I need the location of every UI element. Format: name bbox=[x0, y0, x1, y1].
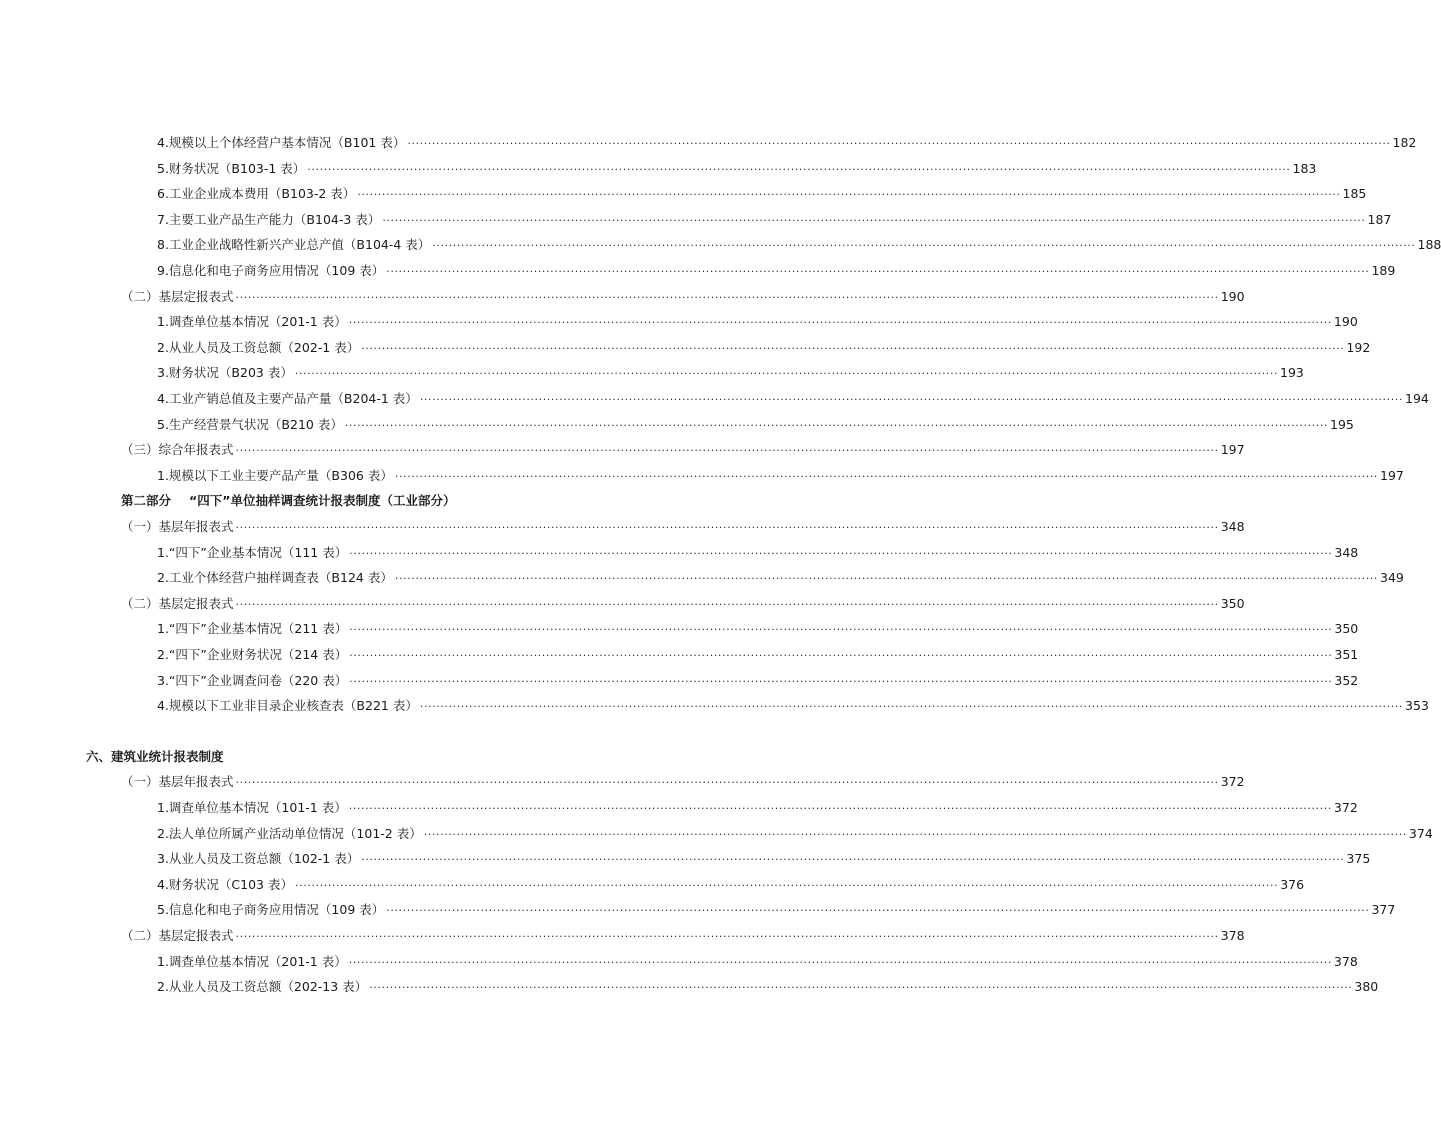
dot-leader: ················································································································································································································································ bbox=[348, 316, 1332, 330]
dot-leader: ················································································································································································································································ bbox=[394, 572, 1379, 586]
toc-page-number: 185 bbox=[1342, 186, 1367, 202]
dot-leader: ················································································································································································································································ bbox=[394, 469, 1379, 483]
toc-entry-title: 5.生产经营景气状况（B210 表） bbox=[157, 416, 343, 432]
toc-page-number: 378 bbox=[1333, 953, 1358, 969]
toc-section-entry[interactable] bbox=[121, 925, 1245, 947]
toc-page-number: 353 bbox=[1405, 698, 1429, 714]
toc-entry-title: 1.调查单位基本情况（201-1 表） bbox=[157, 314, 347, 330]
toc-page-number: 378 bbox=[1220, 928, 1245, 943]
toc-page-number: 377 bbox=[1371, 902, 1396, 918]
toc-page-number: 188 bbox=[1417, 237, 1441, 253]
toc-item-entry[interactable] bbox=[157, 209, 1392, 231]
dot-leader: ················································································································································································································································ bbox=[369, 981, 1353, 995]
toc-page-number: 351 bbox=[1334, 647, 1359, 662]
toc-page-number: 348 bbox=[1334, 544, 1359, 560]
toc-item-entry[interactable] bbox=[157, 618, 1359, 640]
dot-leader: ················································································································································································································································ bbox=[235, 930, 1219, 943]
toc-entry-title: 5.财务状况（B103-1 表） bbox=[157, 160, 306, 176]
toc-item-entry[interactable] bbox=[157, 644, 1359, 666]
toc-section-entry[interactable] bbox=[121, 593, 1245, 615]
dot-leader: ················································································································································································································································ bbox=[361, 341, 1345, 355]
toc-item-entry[interactable] bbox=[157, 388, 1429, 410]
toc-item-entry[interactable] bbox=[157, 848, 1371, 870]
toc-page-number: 193 bbox=[1280, 365, 1304, 381]
dot-leader: ················································································································································································································································ bbox=[295, 878, 1279, 892]
dot-leader: ················································································································································································································································ bbox=[419, 393, 1403, 406]
toc-entry-title: （二）基层定报表式 bbox=[121, 595, 234, 611]
dot-leader: ················································································································································································································································ bbox=[349, 649, 1333, 662]
dot-leader: ················································································································································································································································ bbox=[361, 853, 1345, 867]
toc-page-number: 350 bbox=[1334, 621, 1359, 637]
part-label: 第二部分 bbox=[121, 493, 172, 509]
toc-section-entry[interactable] bbox=[121, 439, 1245, 461]
toc-entry-title: 1.“四下”企业基本情况（111 表） bbox=[157, 544, 348, 560]
toc-page-number: 194 bbox=[1405, 391, 1429, 406]
toc-page-number: 380 bbox=[1354, 979, 1379, 995]
dot-leader: ················································································································································································································································ bbox=[407, 137, 1391, 150]
toc-entry-title: 4.规模以下工业非目录企业核查表（B221 表） bbox=[157, 698, 418, 714]
toc-page-number: 376 bbox=[1280, 876, 1305, 892]
toc-item-entry[interactable] bbox=[157, 567, 1404, 589]
dot-leader: ················································································································································································································································ bbox=[386, 904, 1370, 918]
toc-entry-title: 2.从业人员及工资总额（202-1 表） bbox=[157, 339, 360, 355]
toc-entry-title: （二）基层定报表式 bbox=[121, 928, 234, 943]
dot-leader: ················································································································································································································································ bbox=[357, 188, 1341, 202]
toc-entry-title: 3.财务状况（B203 表） bbox=[157, 365, 293, 381]
toc-item-entry[interactable] bbox=[157, 132, 1417, 154]
toc-page-number: 197 bbox=[1380, 467, 1404, 483]
toc-entry-title: 4.财务状况（C103 表） bbox=[157, 876, 293, 892]
toc-section-entry[interactable] bbox=[121, 771, 1245, 793]
toc-entry-title: （三）综合年报表式 bbox=[121, 442, 234, 458]
dot-leader: ················································································································································································································································ bbox=[235, 444, 1219, 458]
dot-leader: ················································································································································································································································ bbox=[235, 290, 1219, 304]
dot-leader: ················································································································································································································································ bbox=[344, 418, 1329, 432]
toc-page-number: 350 bbox=[1220, 595, 1245, 611]
part-heading bbox=[121, 490, 455, 512]
toc-item-entry[interactable] bbox=[157, 899, 1396, 921]
toc-item-entry[interactable] bbox=[157, 414, 1354, 436]
toc-item-entry[interactable] bbox=[157, 337, 1371, 359]
toc-item-entry[interactable] bbox=[157, 823, 1433, 845]
dot-leader: ················································································································································································································································ bbox=[349, 674, 1333, 688]
toc-item-entry[interactable] bbox=[157, 874, 1305, 896]
toc-entry-title: 3.“四下”企业调查问卷（220 表） bbox=[157, 672, 348, 688]
toc-section-entry[interactable] bbox=[121, 516, 1245, 538]
toc-entry-title: （二）基层定报表式 bbox=[121, 288, 234, 304]
toc-page-number: 192 bbox=[1346, 339, 1371, 355]
toc-page-number: 352 bbox=[1334, 672, 1359, 688]
dot-leader: ················································································································································································································································ bbox=[349, 623, 1333, 637]
chapter-heading: 六、建筑业统计报表制度 bbox=[86, 748, 224, 764]
toc-page-number: 374 bbox=[1408, 825, 1433, 841]
toc-entry-title: 2.从业人员及工资总额（202-13 表） bbox=[157, 979, 368, 995]
dot-leader: ················································································································································································································································ bbox=[423, 827, 1407, 841]
toc-entry-title: 9.信息化和电子商务应用情况（109 表） bbox=[157, 263, 385, 278]
toc-page-number: 189 bbox=[1371, 263, 1396, 278]
toc-entry-title: 6.工业企业成本费用（B103-2 表） bbox=[157, 186, 356, 202]
toc-entry-title: 1.规模以下工业主要产品产量（B306 表） bbox=[157, 467, 393, 483]
toc-entry-title: 4.规模以上个体经营户基本情况（B101 表） bbox=[157, 135, 406, 150]
dot-leader: ················································································································································································································································ bbox=[235, 521, 1219, 534]
toc-page-number: 187 bbox=[1367, 211, 1392, 227]
dot-leader: ················································································································································································································································ bbox=[235, 597, 1219, 611]
toc-item-entry[interactable] bbox=[157, 976, 1379, 998]
dot-leader: ················································································································································································································································ bbox=[386, 265, 1370, 278]
toc-page-number: 182 bbox=[1392, 135, 1417, 150]
part-title: “四下”单位抽样调查统计报表制度（工业部分） bbox=[189, 493, 456, 509]
toc-entry-title: 1.“四下”企业基本情况（211 表） bbox=[157, 621, 348, 637]
toc-page-number: 190 bbox=[1333, 314, 1358, 330]
toc-item-entry[interactable] bbox=[157, 158, 1317, 180]
dot-leader: ················································································································································································································································ bbox=[294, 367, 1279, 381]
dot-leader: ················································································································································································································································ bbox=[432, 239, 1416, 253]
toc-entry-title: 1.调查单位基本情况（201-1 表） bbox=[157, 953, 347, 969]
dot-leader: ················································································································································································································································ bbox=[348, 955, 1332, 969]
toc-item-entry[interactable] bbox=[157, 311, 1358, 333]
toc-item-entry[interactable] bbox=[157, 797, 1358, 819]
toc-entry-title: 2.工业个体经营户抽样调查表（B124 表） bbox=[157, 570, 393, 586]
dot-leader: ················································································································································································································································ bbox=[348, 802, 1332, 815]
toc-item-entry[interactable] bbox=[157, 465, 1404, 487]
dot-leader: ················································································································································································································································ bbox=[307, 162, 1291, 176]
toc-page-number: 372 bbox=[1220, 774, 1245, 790]
toc-entry-title: 1.调查单位基本情况（101-1 表） bbox=[157, 800, 347, 815]
toc-page-number: 348 bbox=[1220, 519, 1245, 534]
toc-page-number: 195 bbox=[1330, 416, 1354, 432]
toc-page-number: 183 bbox=[1292, 160, 1317, 176]
toc-entry-title: 2.法人单位所属产业活动单位情况（101-2 表） bbox=[157, 825, 422, 841]
toc-item-entry[interactable] bbox=[157, 670, 1359, 692]
toc-page-number: 197 bbox=[1220, 442, 1245, 458]
toc-entry-title: 5.信息化和电子商务应用情况（109 表） bbox=[157, 902, 385, 918]
toc-page-number: 375 bbox=[1346, 851, 1371, 867]
toc-entry-title: 2.“四下”企业财务状况（214 表） bbox=[157, 647, 348, 662]
toc-entry-title: （一）基层年报表式 bbox=[121, 774, 234, 790]
toc-entry-title: 8.工业企业战略性新兴产业总产值（B104-4 表） bbox=[157, 237, 431, 253]
toc-section-entry[interactable] bbox=[121, 286, 1245, 308]
toc-item-entry[interactable] bbox=[157, 183, 1367, 205]
toc-item-entry[interactable] bbox=[157, 542, 1359, 564]
toc-item-entry[interactable] bbox=[157, 362, 1304, 384]
toc-page-number: 190 bbox=[1220, 288, 1245, 304]
dot-leader: ················································································································································································································································ bbox=[419, 700, 1404, 714]
toc-entry-title: 4.工业产销总值及主要产品产量（B204-1 表） bbox=[157, 391, 418, 406]
toc-entry-title: （一）基层年报表式 bbox=[121, 519, 234, 534]
dot-leader: ················································································································································································································································ bbox=[382, 213, 1366, 227]
toc-page-number: 372 bbox=[1333, 800, 1358, 815]
toc-item-entry[interactable] bbox=[157, 260, 1396, 282]
toc-item-entry[interactable] bbox=[157, 695, 1429, 717]
toc-item-entry[interactable] bbox=[157, 234, 1441, 256]
dot-leader: ················································································································································································································································ bbox=[235, 776, 1219, 790]
toc-entry-title: 3.从业人员及工资总额（102-1 表） bbox=[157, 851, 360, 867]
toc-entry-title: 7.主要工业产品生产能力（B104-3 表） bbox=[157, 211, 381, 227]
dot-leader: ················································································································································································································································ bbox=[349, 546, 1333, 560]
toc-page-number: 349 bbox=[1380, 570, 1404, 586]
toc-item-entry[interactable] bbox=[157, 951, 1358, 973]
